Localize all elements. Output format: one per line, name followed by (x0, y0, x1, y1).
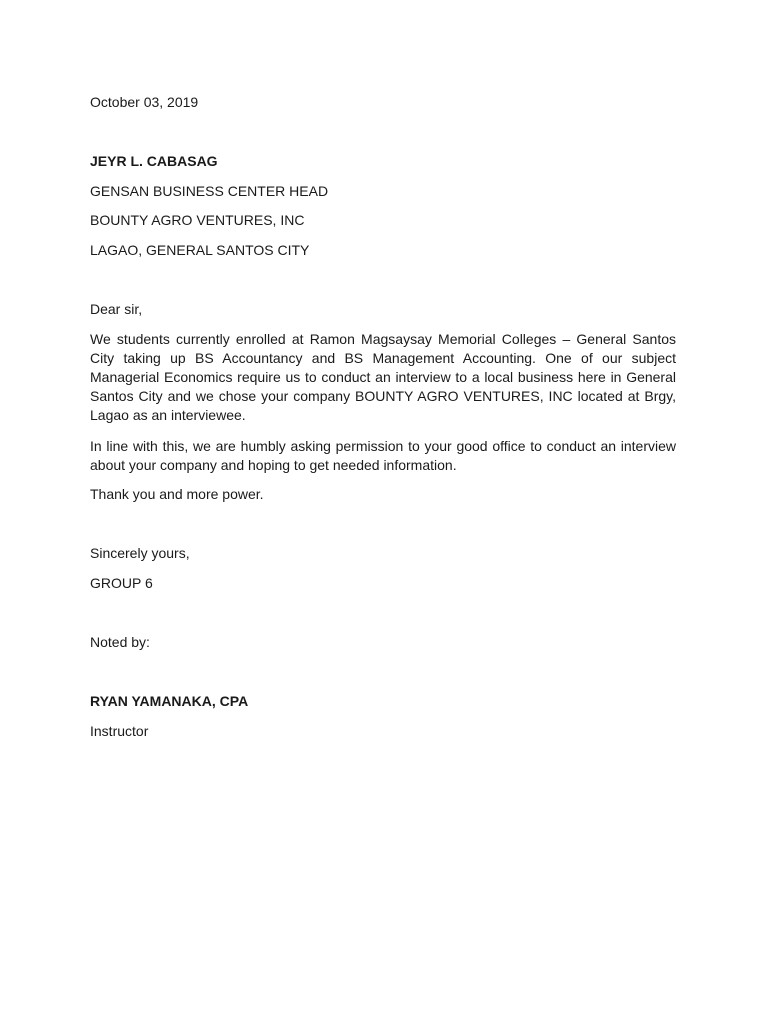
body-paragraph-1: We students currently enrolled at Ramon Magsaysay Memorial Colleges – General Santos City taking up BS Accountancy and BS Management Accounting. One of our subject Managerial Economics require us to conduct an interview to a local business here in General Santos City and we chose your company BOUNTY AGRO VENTURES, INC located at Brgy, Lagao as an interviewee. (90, 331, 676, 423)
body-paragraph-2: In line with this, we are humbly asking permission to your good office to conduct an interview about your company and hoping to get needed information. (90, 438, 676, 473)
signatory: GROUP 6 (90, 575, 153, 591)
noted-by-title: Instructor (90, 723, 149, 739)
noted-by-name: RYAN YAMANAKA, CPA (90, 693, 249, 709)
recipient-name: JEYR L. CABASAG (90, 153, 218, 169)
noted-by-label: Noted by: (90, 634, 150, 650)
recipient-title: GENSAN BUSINESS CENTER HEAD (90, 183, 329, 199)
recipient-company: BOUNTY AGRO VENTURES, INC (90, 212, 305, 228)
body-paragraph-3: Thank you and more power. (90, 486, 264, 502)
closing: Sincerely yours, (90, 545, 190, 561)
recipient-address: LAGAO, GENERAL SANTOS CITY (90, 242, 310, 258)
letter-date: October 03, 2019 (90, 94, 199, 110)
salutation: Dear sir, (90, 301, 143, 317)
